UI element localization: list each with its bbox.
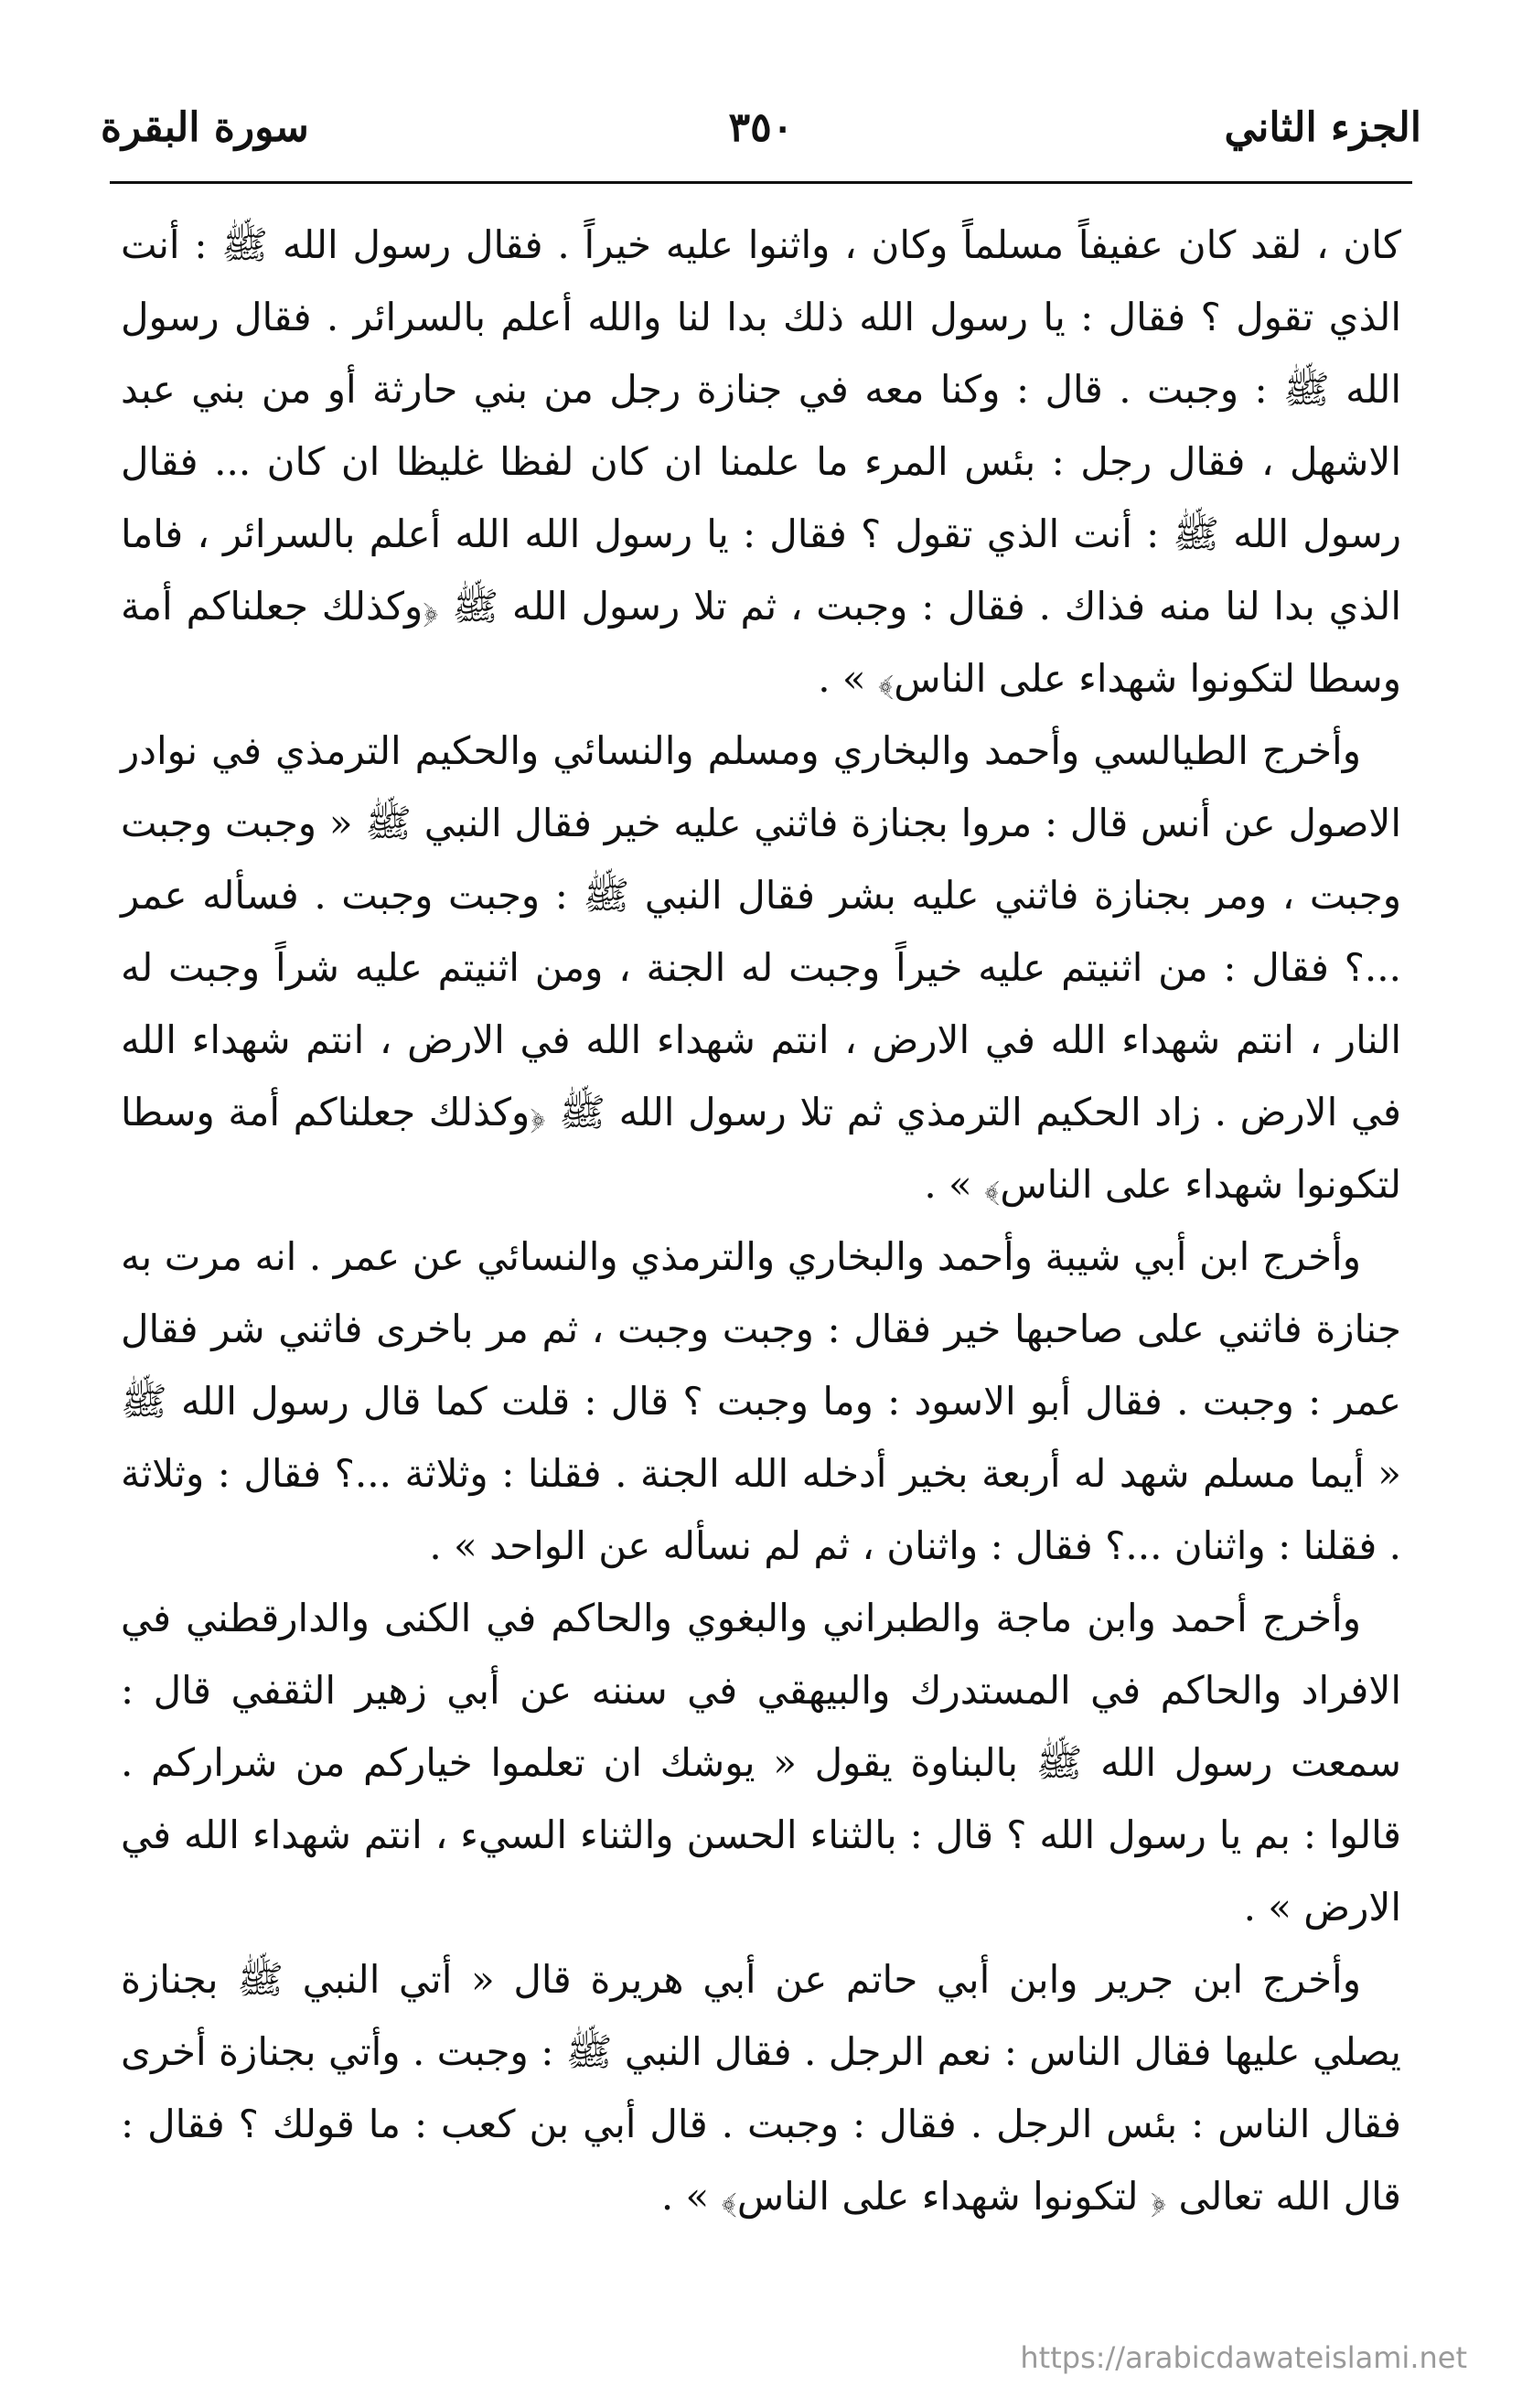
watermark-url: https://arabicdawateislami.net	[1020, 2340, 1467, 2375]
page-body	[121, 209, 1401, 2232]
paragraph-abu-zuhair-hadith: وأخرج أحمد وابن ماجة والطبراني والبغوي والحاكم في الكنى والدارقطني في الافراد والحاكم في المستدرك والبيهقي في سننه عن أبي زهير الثقفي قال : سمعت رسول الله ﷺ بالبناوة يقول « يوشك ان تعلموا خياركم من شراركم . قالوا : بم يا رسول الله ؟ قال : بالثناء الحسن والثناء السيء ، انتم شهداء الله في الارض » .	[121, 1596, 1401, 1930]
page-number: ٣٥٠	[728, 104, 794, 151]
page-header	[101, 87, 1421, 169]
part-title: الجزء الثاني	[1224, 104, 1421, 151]
header-divider	[110, 181, 1412, 184]
paragraph-umar-hadith: وأخرج ابن أبي شيبة وأحمد والبخاري والترمذي والنسائي عن عمر . انه مرت به جنازة فاثني على صاحبها خير فقال : وجبت وجبت ، ثم مر باخرى فاثني شر فقال عمر : وجبت . فقال أبو الاسود : وما وجبت ؟ قال : قلت كما قال رسول الله ﷺ « أيما مسلم شهد له أربعة بخير أدخله الله الجنة . فقلنا : وثلاثة ...؟ فقال : وثلاثة . فقلنا : واثنان ...؟ فقال : واثنان ، ثم لم نسأله عن الواحد » .	[121, 1234, 1401, 1568]
paragraph-abu-hurairah-hadith: وأخرج ابن جرير وابن أبي حاتم عن أبي هريرة قال « أتي النبي ﷺ بجنازة يصلي عليها فقال الناس : نعم الرجل . فقال النبي ﷺ : وجبت . وأتي بجنازة أخرى فقال الناس : بئس الرجل . فقال : وجبت . قال أبي بن كعب : ما قولك ؟ فقال : قال الله تعالى ﴿ لتكونوا شهداء على الناس﴾ » .	[121, 1957, 1401, 2219]
surah-title: سورة البقرة	[101, 104, 309, 151]
paragraph-anas-hadith: وأخرج الطيالسي وأحمد والبخاري ومسلم والنسائي والحكيم الترمذي في نوادر الاصول عن أنس قال : مروا بجنازة فاثني عليه خير فقال النبي ﷺ « وجبت وجبت وجبت ، ومر بجنازة فاثني عليه بشر فقال النبي ﷺ : وجبت وجبت . فسأله عمر ...؟ فقال : من اثنيتم عليه خيراً وجبت له الجنة ، ومن اثنيتم عليه شراً وجبت له النار ، انتم شهداء الله في الارض ، انتم شهداء الله في الارض ، انتم شهداء الله في الارض . زاد الحكيم الترمذي ثم تلا رسول الله ﷺ ﴿وكذلك جعلناكم أمة وسطا لتكونوا شهداء على الناس﴾ » .	[121, 728, 1401, 1207]
paragraph-continuation: كان ، لقد كان عفيفاً مسلماً وكان ، واثنوا عليه خيراً . فقال رسول الله ﷺ : أنت الذي تقول ؟ فقال : يا رسول الله ذلك بدا لنا والله أعلم بالسرائر . فقال رسول الله ﷺ : وجبت . قال : وكنا معه في جنازة رجل من بني حارثة أو من بني عبد الاشهل ، فقال رجل : بئس المرء ما علمنا ان كان لفظا غليظا ان كان ... فقال رسول الله ﷺ : أنت الذي تقول ؟ فقال : يا رسول الله الله أعلم بالسرائر ، فاما الذي بدا لنا منه فذاك . فقال : وجبت ، ثم تلا رسول الله ﷺ ﴿وكذلك جعلناكم أمة وسطا لتكونوا شهداء على الناس﴾ » .	[121, 222, 1401, 701]
